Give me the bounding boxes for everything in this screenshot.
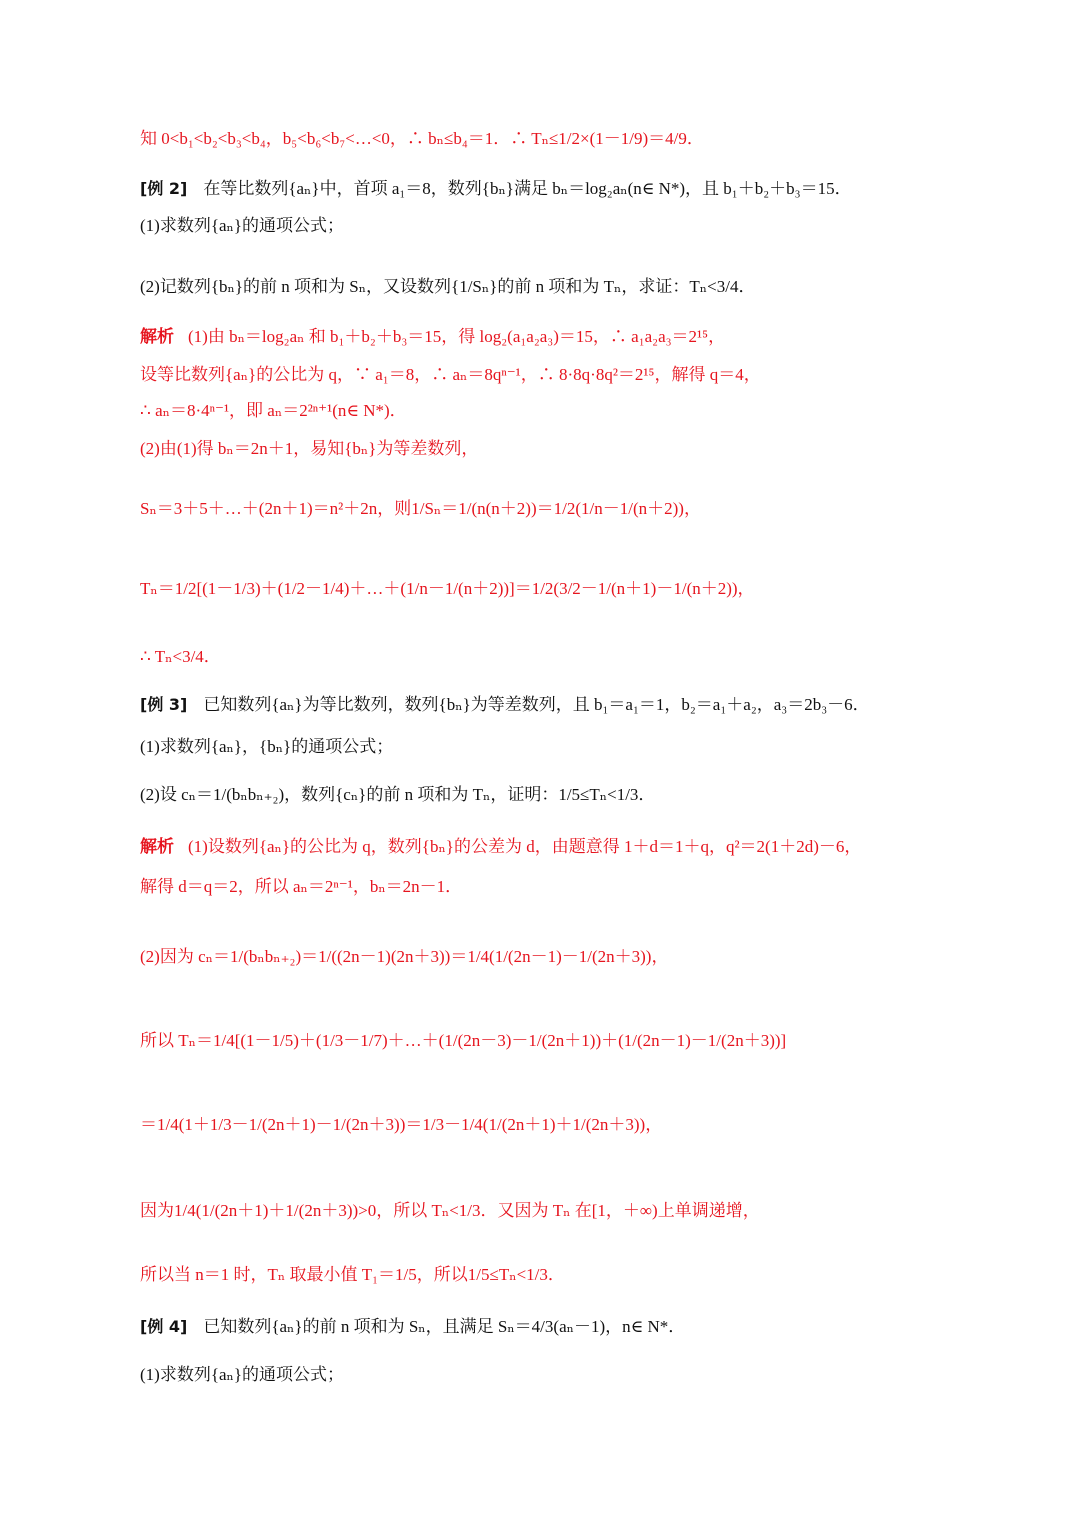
example-tag: [例 3] <box>140 695 188 714</box>
text-line <box>140 328 725 346</box>
text-line <box>140 878 462 895</box>
line-text: 知 0<b₁<b₂<b₃<b₄，b₅<b₆<b₇<…<0，∴ bₙ≤b₄＝1．∴ Tₙ≤1/2×(1－1/9)＝4/9． <box>140 129 704 148</box>
line-text: ＝1/4(1＋1/3－1/(2n＋1)－1/(2n＋3))＝1/3－1/4(1/(2n＋1)＋1/(2n＋3))， <box>140 1115 663 1134</box>
text-line <box>140 402 407 419</box>
line-text: 所以当 n＝1 时，Tₙ 取最小值 T₁＝1/5，所以1/5≤Tₙ<1/3． <box>140 1265 565 1284</box>
text-line <box>140 278 755 295</box>
line-text: (1)设数列{aₙ}的公比为 q，数列{bₙ}的公差为 d，由题意得 1＋d＝1＋q，q²＝2(1＋2d)－6， <box>188 837 862 856</box>
text-line <box>140 1266 565 1283</box>
text-line <box>140 1202 760 1219</box>
text-line <box>140 440 478 457</box>
line-text: 已知数列{aₙ}的前 n 项和为 Sₙ，且满足 Sₙ＝4/3(aₙ－1)，n∈ N*． <box>203 1317 686 1336</box>
line-text: ∴ Tₙ<3/4． <box>140 647 221 666</box>
line-text: 所以 Tₙ＝1/4[(1－1/5)＋(1/3－1/7)＋…＋(1/(2n－3)－1/(2n＋1))＋(1/(2n－1)－1/(2n＋3))] <box>140 1031 787 1050</box>
text-line <box>140 738 393 755</box>
text-line <box>140 838 861 856</box>
text-line <box>140 217 344 234</box>
line-text: 已知数列{aₙ}为等比数列，数列{bₙ}为等差数列，且 b₁＝a₁＝1，b₂＝a₁＋a₂，a₃＝2b₃－6． <box>203 695 870 714</box>
line-text: 在等比数列{aₙ}中，首项 a₁＝8，数列{bₙ}满足 bₙ＝log₂aₙ(n∈ N*)，且 b₁＋b₂＋b₃＝15． <box>203 179 852 198</box>
line-text: (2)记数列{bₙ}的前 n 项和为 Sₙ，又设数列{1/Sₙ}的前 n 项和为 Tₙ，求证：Tₙ<3/4． <box>140 277 756 296</box>
text-line <box>140 786 655 803</box>
text-line <box>140 366 761 383</box>
text-line <box>140 948 668 965</box>
text-line <box>140 500 701 517</box>
line-text: Tₙ＝1/2[(1－1/3)＋(1/2－1/4)＋…＋(1/n－1/(n＋2))]＝1/2(3/2－1/(n＋1)－1/(n＋2))， <box>140 579 755 598</box>
text-line <box>140 648 221 665</box>
text-line <box>140 1366 344 1383</box>
line-text: (1)求数列{aₙ}的通项公式； <box>140 216 345 235</box>
line-text: (1)求数列{aₙ}，{bₙ}的通项公式； <box>140 737 394 756</box>
analysis-keyword: 解析 <box>140 837 174 857</box>
text-line <box>140 180 852 197</box>
line-text: (2)因为 cₙ＝1/(bₙbₙ₊₂)＝1/((2n－1)(2n＋3))＝1/4(1/(2n－1)－1/(2n＋3))， <box>140 947 669 966</box>
example-tag: [例 4] <box>140 1317 188 1336</box>
example-tag: [例 2] <box>140 179 188 198</box>
line-text: 解得 d＝q＝2，所以 aₙ＝2ⁿ⁻¹，bₙ＝2n－1． <box>140 877 463 896</box>
text-line <box>140 1032 786 1049</box>
text-line <box>140 1318 685 1335</box>
line-text: Sₙ＝3＋5＋…＋(2n＋1)＝n²＋2n，则1/Sₙ＝1/(n(n＋2))＝1/2(1/n－1/(n＋2))， <box>140 499 701 518</box>
line-text: (1)由 bₙ＝log₂aₙ 和 b₁＋b₂＋b₃＝15，得 log₂(a₁a₂a₃)＝15，∴ a₁a₂a₃＝2¹⁵， <box>188 327 726 346</box>
line-text: (2)由(1)得 bₙ＝2n＋1，易知{bₙ}为等差数列， <box>140 439 479 458</box>
line-text: (1)求数列{aₙ}的通项公式； <box>140 1365 345 1384</box>
text-line <box>140 1116 662 1133</box>
text-line <box>140 696 870 713</box>
analysis-keyword: 解析 <box>140 327 174 347</box>
line-text: 设等比数列{aₙ}的公比为 q，∵ a₁＝8，∴ aₙ＝8qⁿ⁻¹，∴ 8·8q·8q²＝2¹⁵，解得 q＝4， <box>140 365 761 384</box>
line-text: (2)设 cₙ＝1/(bₙbₙ₊₂)，数列{cₙ}的前 n 项和为 Tₙ，证明：1/5≤Tₙ<1/3． <box>140 785 656 804</box>
text-line <box>140 130 704 147</box>
line-text: ∴ aₙ＝8·4ⁿ⁻¹，即 aₙ＝2²ⁿ⁺¹(n∈ N*)． <box>140 401 407 420</box>
line-text: 因为1/4(1/(2n＋1)＋1/(2n＋3))>0，所以 Tₙ<1/3．又因为 Tₙ 在[1，＋∞)上单调递增， <box>140 1201 760 1220</box>
text-line <box>140 580 755 597</box>
